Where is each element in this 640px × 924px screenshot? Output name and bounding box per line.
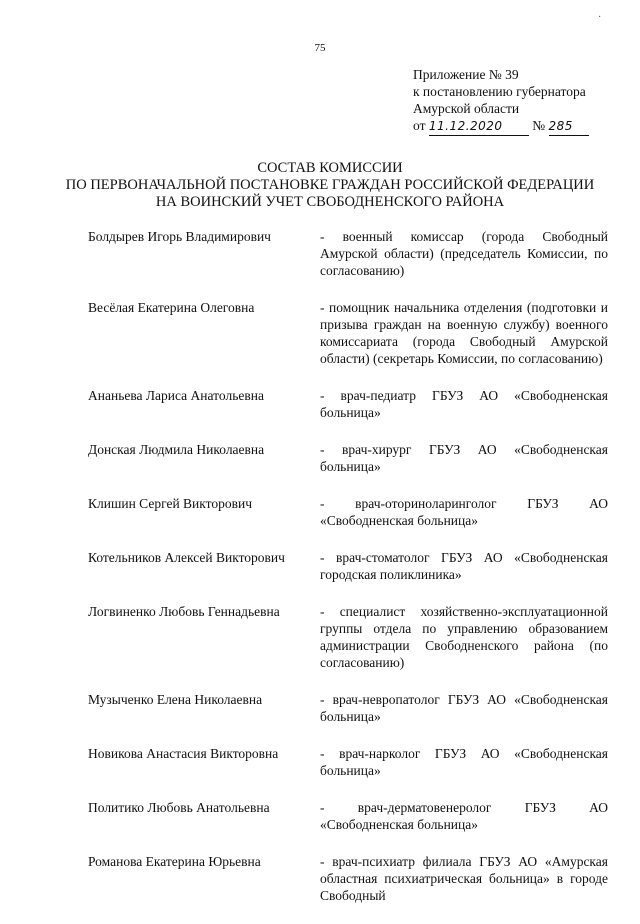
scan-mark: · xyxy=(598,12,602,23)
member-role: - врач-нарколог ГБУЗ АО «Свободненская больница» xyxy=(320,746,608,778)
member-row xyxy=(88,691,608,725)
member-row xyxy=(88,799,608,833)
member-row xyxy=(88,387,608,421)
date-field xyxy=(429,117,529,136)
member-role: - врач-стоматолог ГБУЗ АО «Свободненская городская поликлиника» xyxy=(320,550,608,582)
page-number: 75 xyxy=(314,42,326,54)
member-row xyxy=(88,495,608,529)
member-role: - врач-дерматовенеролог ГБУЗ АО «Свободненская больница» xyxy=(320,800,608,832)
number-value: 285 xyxy=(548,119,573,133)
member-row xyxy=(88,299,608,367)
member-row xyxy=(88,745,608,779)
member-row xyxy=(88,603,608,671)
members-list xyxy=(88,228,608,924)
member-name: Логвиненко Любовь Геннадьевна xyxy=(88,604,280,619)
member-role: - врач-хирург ГБУЗ АО «Свободненская больница» xyxy=(320,442,608,474)
member-name: Политико Любовь Анатольевна xyxy=(88,800,270,815)
member-role: - врач-психиатр филиала ГБУЗ АО «Амурская областная психиатрическая больница» в городе Свободный xyxy=(320,854,608,903)
title-line-1: СОСТАВ КОМИССИИ xyxy=(257,160,403,176)
member-role: - врач-невропатолог ГБУЗ АО «Свободненская больница» xyxy=(320,692,608,724)
member-name: Болдырев Игорь Владимирович xyxy=(88,229,271,244)
member-role: - врач-педиатр ГБУЗ АО «Свободненская больница» xyxy=(320,388,608,420)
member-name: Романова Екатерина Юрьевна xyxy=(88,854,261,869)
appendix-line-1: Приложение № 39 xyxy=(413,67,519,82)
member-name: Котельников Алексей Викторович xyxy=(88,550,285,565)
appendix-date-line xyxy=(413,117,589,136)
member-row xyxy=(88,853,608,904)
document-title xyxy=(60,160,600,211)
member-role: - военный комиссар (города Свободный Амурской области) (председатель Комиссии, по согласованию) xyxy=(320,229,608,278)
member-name: Донская Людмила Николаевна xyxy=(88,442,265,457)
member-row xyxy=(88,441,608,475)
member-role: - помощник начальника отделения (подготовки и призыва граждан на военную службу) военного комиссариата (города Свободный Амурской области) (секретарь Комиссии, по согласованию) xyxy=(320,300,608,366)
date-prefix: от xyxy=(413,118,426,133)
member-role: - врач-оториноларинголог ГБУЗ АО «Свободненская больница» xyxy=(320,496,608,528)
appendix-line-2: к постановлению губернатора xyxy=(413,84,586,99)
member-row xyxy=(88,228,608,279)
number-prefix: № xyxy=(532,118,546,133)
member-name: Новикова Анастасия Викторовна xyxy=(88,746,279,761)
date-value: 11.12.2020 xyxy=(428,119,503,133)
member-name: Клишин Сергей Викторович xyxy=(88,496,253,511)
member-name: Ананьева Лариса Анатольевна xyxy=(88,388,264,403)
title-line-2: ПО ПЕРВОНАЧАЛЬНОЙ ПОСТАНОВКЕ ГРАЖДАН РОССИЙСКОЙ ФЕДЕРАЦИИ xyxy=(65,177,595,193)
title-line-3: НА ВОИНСКИЙ УЧЕТ СВОБОДНЕНСКОГО РАЙОНА xyxy=(155,194,505,210)
member-name: Весёлая Екатерина Олеговна xyxy=(88,300,255,315)
member-row xyxy=(88,549,608,583)
appendix-block xyxy=(413,66,589,136)
member-name: Музыченко Елена Николаевна xyxy=(88,692,263,707)
number-field xyxy=(549,117,589,136)
member-role: - специалист хозяйственно-эксплуатационной группы отдела по управлению образованием администрации Свободненского района (по согласованию) xyxy=(320,604,608,670)
appendix-line-3: Амурской области xyxy=(413,101,520,116)
